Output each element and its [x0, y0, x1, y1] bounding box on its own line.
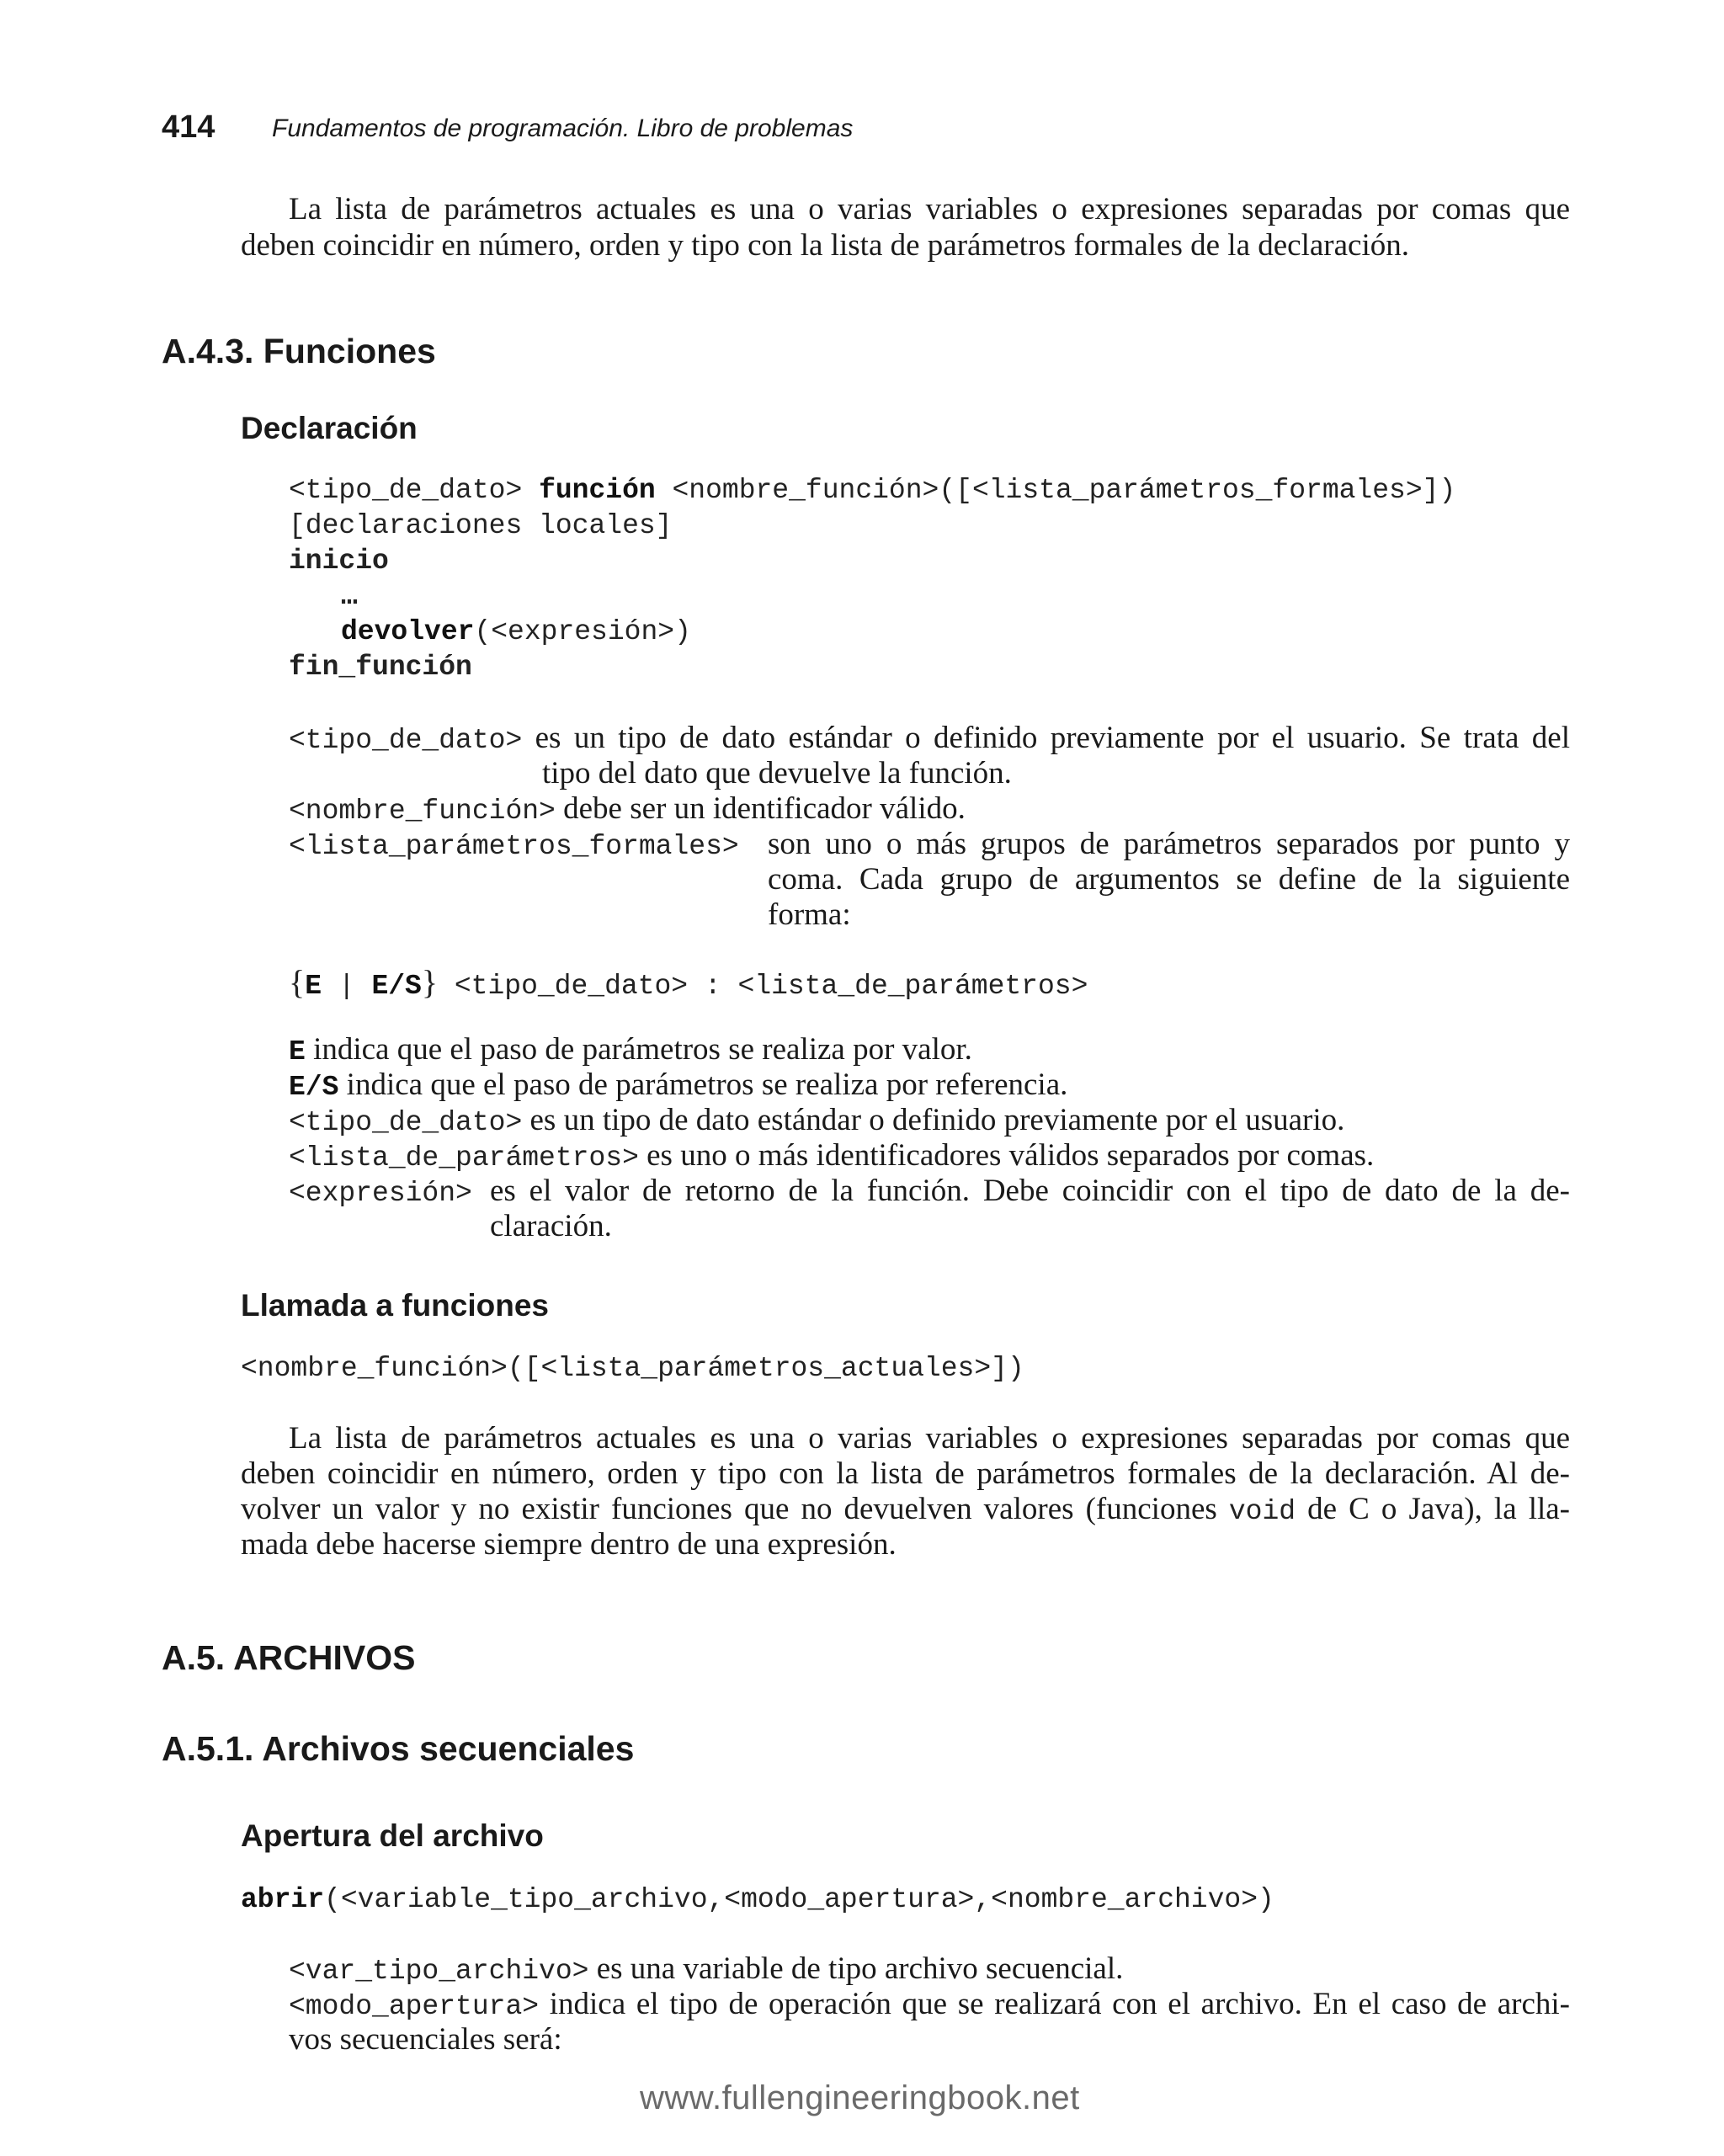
code-type: <tipo_de_dato>	[289, 475, 540, 506]
param-def-lista-de-parametros: <lista_de_parámetros> es uno o más identificadores válidos separados por comas.	[289, 1138, 1375, 1174]
subheading-declaracion: Declaración	[241, 411, 418, 445]
llamada-paragraph-line2: deben coincidir en número, orden y tipo con la lista de parámetros formales de la declaración. Al de-	[241, 1456, 1570, 1491]
code-signature-rest: <nombre_función>([<lista_parámetros_formales>])	[655, 475, 1456, 506]
section-heading-archivos-secuenciales: A.5.1. Archivos secuenciales	[162, 1729, 635, 1768]
intro-paragraph-line2: deben coincidir en número, orden y tipo con la lista de parámetros formales de la declaración.	[241, 228, 1409, 263]
param-def-es: E/S indica que el paso de parámetros se realiza por referencia.	[289, 1067, 1068, 1103]
page-number: 414	[162, 109, 216, 145]
definition-lista-parametros-line3: forma:	[768, 897, 851, 932]
llamada-paragraph-line1: La lista de parámetros actuales es una o varias variables o expresiones separadas por comas que	[289, 1421, 1570, 1456]
term-lista-parametros-formales: <lista_parámetros_formales>	[289, 831, 739, 862]
param-def-expresion-line1: es el valor de retorno de la función. Debe coincidir con el tipo de dato de la de-	[490, 1174, 1570, 1208]
running-head-title: Fundamentos de programación. Libro de problemas	[272, 114, 854, 142]
param-mode-separator: |	[322, 971, 372, 1002]
llamada-paragraph-line3: volver un valor y no existir funciones que no devuelven valores (funciones void de C o Java), la lla-	[241, 1492, 1570, 1527]
code-abrir-args: (<variable_tipo_archivo,<modo_apertura>,<nombre_archivo>)	[324, 1884, 1274, 1915]
llamada-paragraph-line4: mada debe hacerse siempre dentro de una expresión.	[241, 1527, 897, 1562]
definition-tipo-de-dato-line1: <tipo_de_dato> es un tipo de dato estándar o definido previamente por el usuario. Se trata del	[289, 721, 1570, 756]
code-line-devolver	[341, 615, 691, 650]
brace-open: {	[289, 963, 306, 1001]
code-keyword-abrir: abrir	[241, 1884, 325, 1915]
param-mode-e: E	[305, 971, 322, 1002]
param-syntax-rest: <tipo_de_dato> : <lista_de_parámetros>	[438, 971, 1088, 1002]
code-line-inicio: inicio	[289, 546, 389, 577]
definition-tipo-de-dato	[289, 721, 1570, 759]
definition-lista-parametros-line1: son uno o más grupos de parámetros separados por punto y	[768, 827, 1570, 861]
term-tipo-de-dato: <tipo_de_dato>	[289, 725, 523, 756]
definition-lista-parametros-line2: coma. Cada grupo de argumentos se define de la siguiente	[768, 862, 1570, 897]
brace-close: }	[421, 963, 439, 1001]
footer-watermark: www.fullengineeringbook.net	[640, 2079, 1080, 2116]
param-def-e: E indica que el paso de parámetros se realiza por valor.	[289, 1032, 972, 1067]
code-devolver-arg: (<expresión>)	[474, 616, 691, 647]
param-mode-es: E/S	[371, 971, 422, 1002]
code-keyword-funcion: función	[539, 475, 656, 506]
param-def-tipo-de-dato: <tipo_de_dato> es un tipo de dato estándar o definido previamente por el usuario.	[289, 1103, 1345, 1138]
code-abrir	[241, 1882, 1274, 1918]
definition-modo-apertura: <modo_apertura> indica el tipo de operación que se realizará con el archivo. En el caso de archi-	[289, 1987, 1570, 2022]
code-line-fin-funcion: fin_función	[289, 652, 472, 683]
definition-nombre-funcion: <nombre_función> debe ser un identificador válido.	[289, 791, 966, 827]
definition-modo-apertura-line2: vos secuenciales será:	[289, 2022, 562, 2057]
term-nombre-funcion: <nombre_función>	[289, 796, 556, 827]
param-def-expresion-term: <expresión>	[289, 1178, 472, 1209]
code-llamada-funcion: <nombre_función>([<lista_parámetros_actuales>])	[241, 1353, 1024, 1384]
section-heading-archivos: A.5. ARCHIVOS	[162, 1638, 416, 1677]
definition-var-tipo-archivo: <var_tipo_archivo> es una variable de tipo archivo secuencial.	[289, 1951, 1124, 1987]
code-line-ellipsis: …	[341, 581, 358, 612]
definition-tipo-de-dato-line2: tipo del dato que devuelve la función.	[542, 756, 1012, 791]
code-void: void	[1228, 1496, 1296, 1527]
param-group-syntax	[289, 965, 1088, 1004]
intro-paragraph-line1: La lista de parámetros actuales es una o varias variables o expresiones separadas por comas que	[289, 192, 1570, 226]
code-line-declaraciones: [declaraciones locales]	[289, 510, 673, 541]
subheading-apertura-archivo: Apertura del archivo	[241, 1818, 544, 1853]
code-line-signature	[289, 473, 1455, 508]
param-def-expresion-line2: claración.	[490, 1209, 612, 1243]
subheading-llamada-funciones: Llamada a funciones	[241, 1288, 549, 1323]
section-heading-funciones: A.4.3. Funciones	[162, 332, 436, 370]
code-keyword-devolver: devolver	[341, 616, 475, 647]
